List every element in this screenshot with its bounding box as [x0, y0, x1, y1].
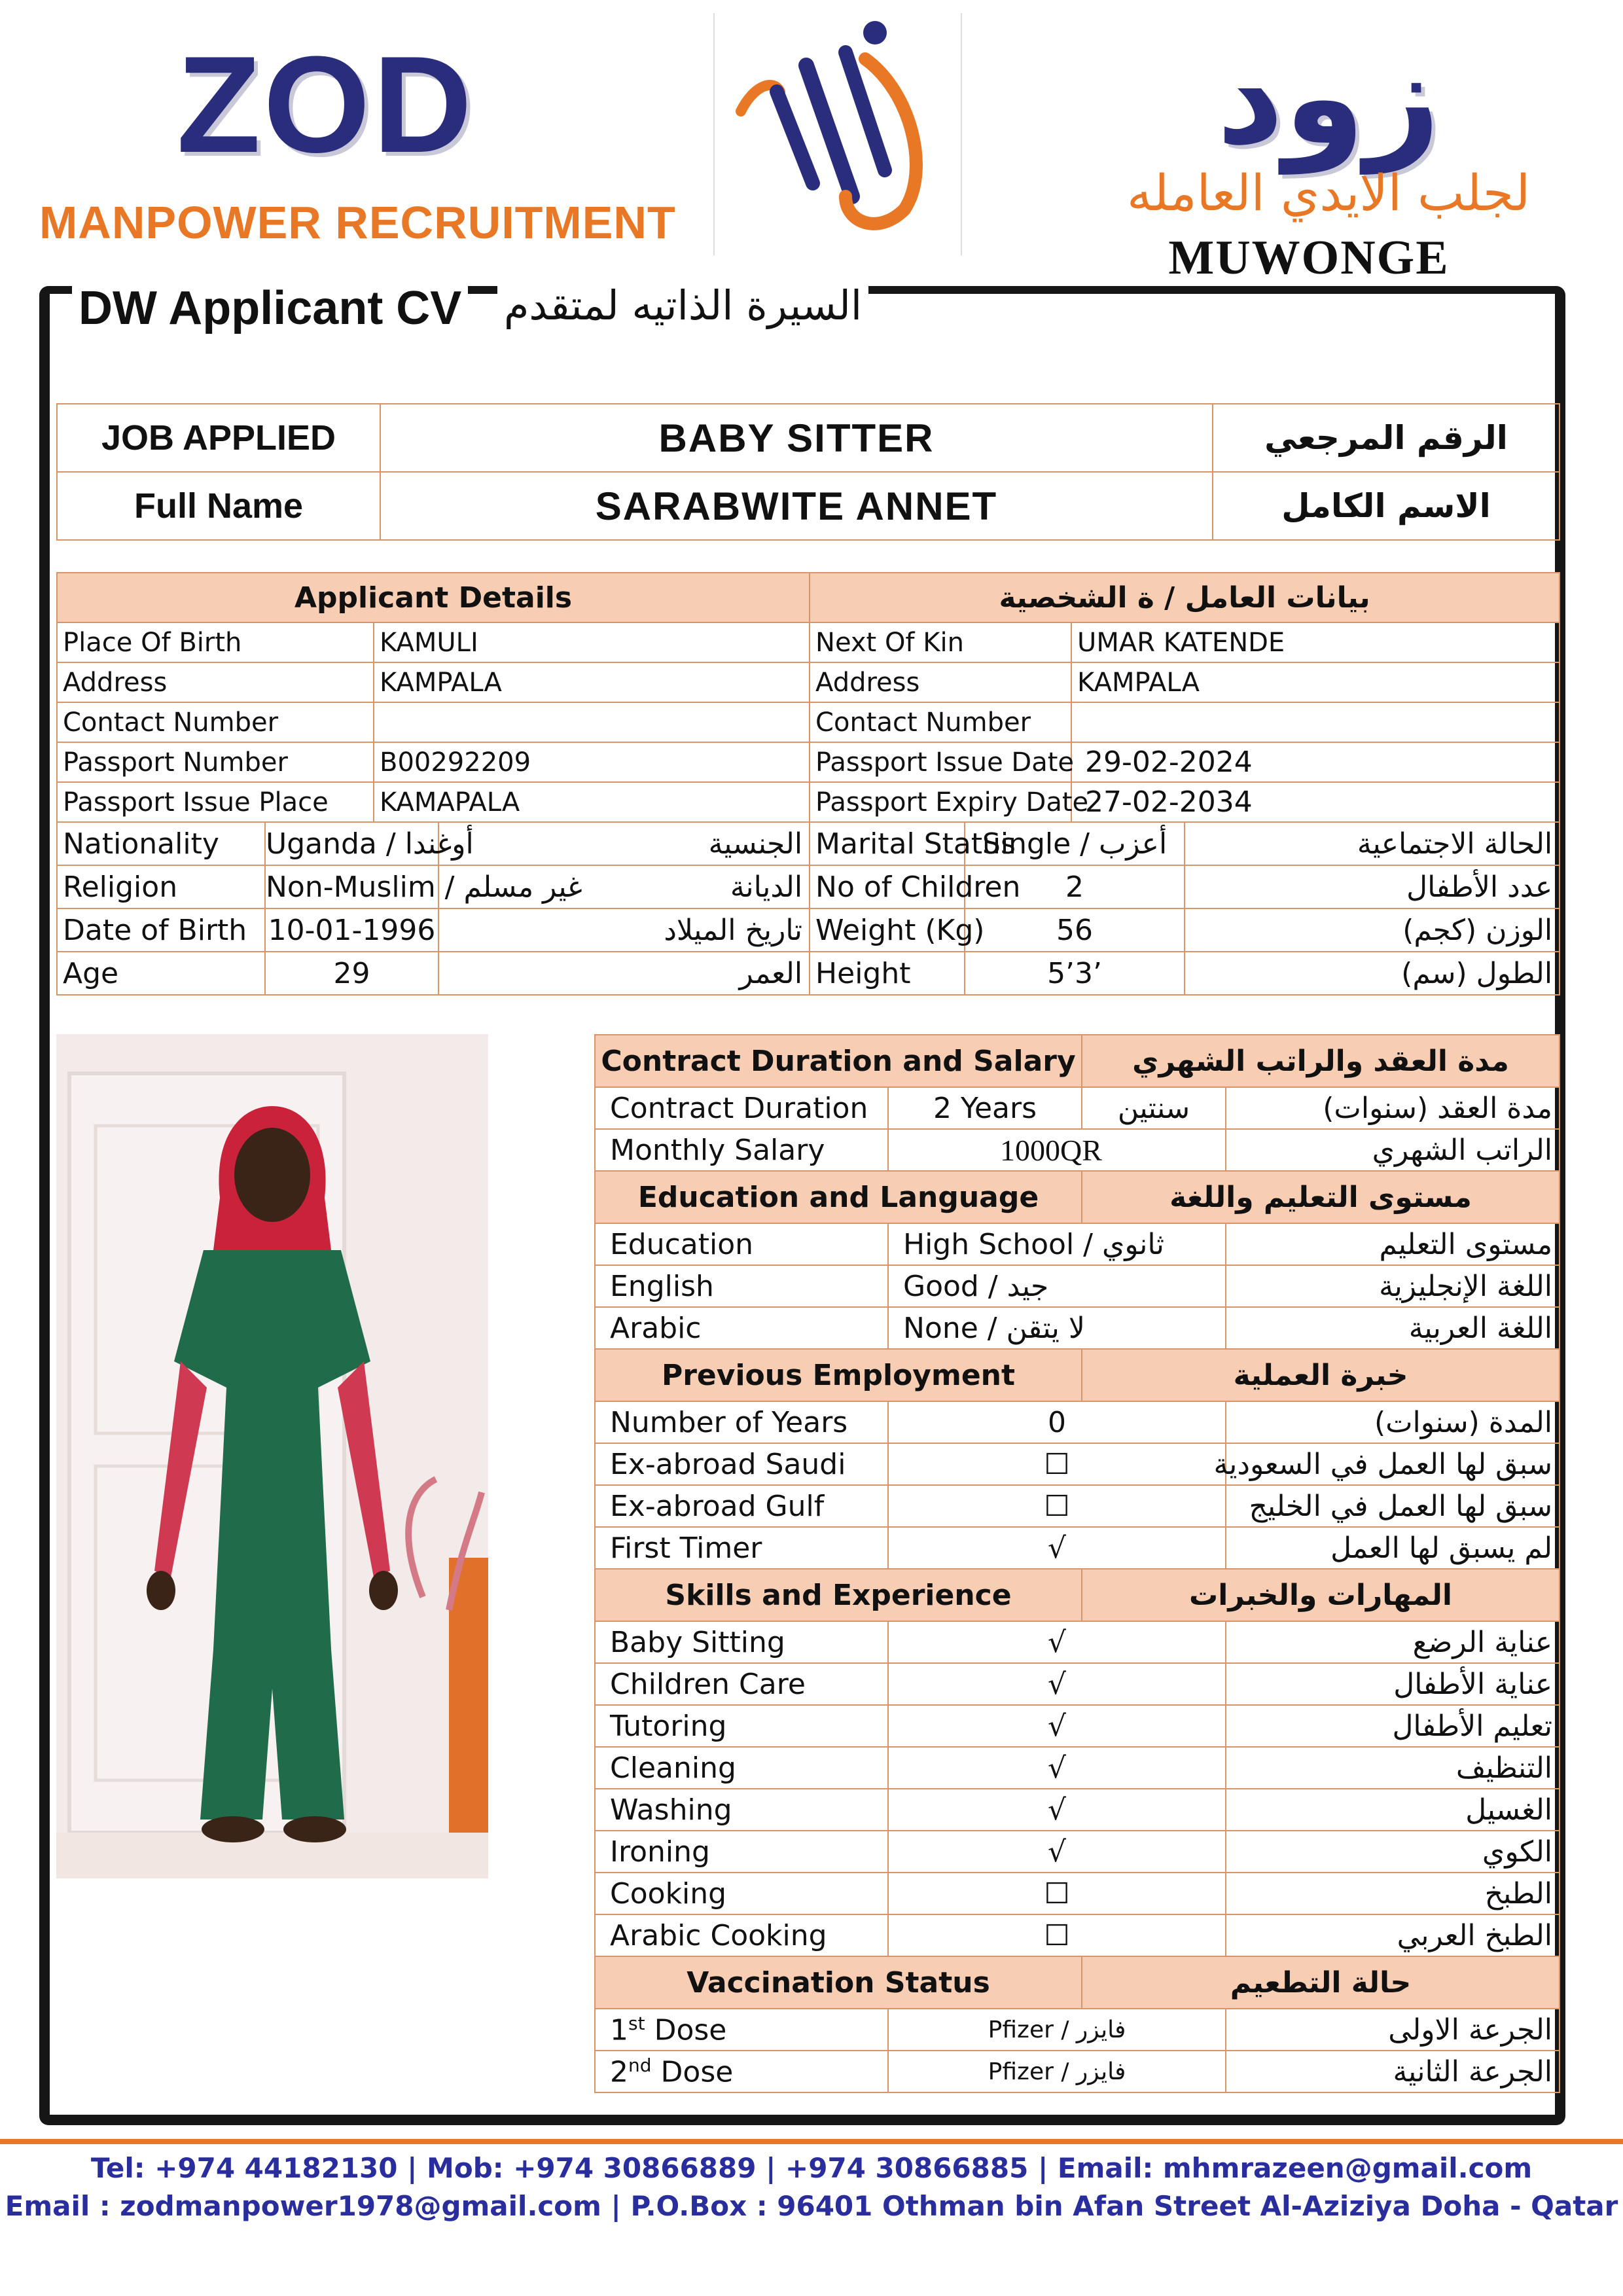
- cv-title: DW Applicant CV: [72, 281, 468, 335]
- table-row: [57, 822, 1560, 865]
- table-row: [57, 908, 1560, 952]
- weight-value: 56: [965, 908, 1185, 952]
- contact-label: Contact Number: [57, 702, 374, 742]
- nationality-label-arabic: الجنسية: [438, 822, 810, 865]
- table-row: [595, 1621, 1560, 1663]
- dose-suffix: nd: [628, 2054, 652, 2076]
- table-row: [57, 952, 1560, 995]
- branch-name: MUWONGE: [1168, 231, 1450, 285]
- education-section-header: Education and Language: [595, 1171, 1082, 1223]
- skills-section-header: Skills and Experience: [595, 1569, 1082, 1621]
- table-row: [595, 1265, 1560, 1307]
- skill-check: ☐: [888, 1873, 1226, 1914]
- skill-label: Washing: [595, 1789, 888, 1831]
- skill-label-arabic: الطبخ العربي: [1226, 1914, 1560, 1956]
- brand-block-arabic: [1080, 22, 1577, 222]
- employment-section-header-arabic: خبرة العملية: [1082, 1349, 1560, 1401]
- skill-label: Arabic Cooking: [595, 1914, 888, 1956]
- nationality-label: Nationality: [57, 822, 265, 865]
- monthly-salary-label-arabic: الراتب الشهري: [1226, 1129, 1560, 1171]
- table-row: [595, 1485, 1560, 1527]
- education-label: Education: [595, 1223, 888, 1265]
- brand-block-english: [39, 27, 676, 249]
- table-row: [595, 1663, 1560, 1705]
- education-value: High School / ثانوي: [888, 1223, 1226, 1265]
- section-header-row: [595, 1171, 1560, 1223]
- ex-saudi-label: Ex-abroad Saudi: [595, 1443, 888, 1485]
- skill-label-arabic: الكوي: [1226, 1831, 1560, 1873]
- passport-issue-place-value: KAMAPALA: [374, 782, 810, 822]
- address-value: KAMPALA: [374, 662, 810, 702]
- table-row: [595, 1831, 1560, 1873]
- table-row: [595, 1789, 1560, 1831]
- contract-section-header: Contract Duration and Salary: [595, 1035, 1082, 1087]
- contract-duration-value-arabic: سنتين: [1082, 1087, 1226, 1129]
- children-value: 2: [965, 865, 1185, 908]
- years-value: 0: [888, 1401, 1226, 1443]
- table-row: [57, 622, 1560, 662]
- religion-label: Religion: [57, 865, 265, 908]
- section-header-row: [595, 1349, 1560, 1401]
- skill-label-arabic: عناية الرضع: [1226, 1621, 1560, 1663]
- brand-name: ZOD: [177, 27, 475, 181]
- vaccination-section-header-arabic: حالة التطعيم: [1082, 1956, 1560, 2009]
- skill-check: √: [888, 1789, 1226, 1831]
- nationality-value: Uganda / أوغندا: [265, 822, 438, 865]
- passport-issue-date-value: 29-02-2024: [1071, 742, 1560, 782]
- dose-word: Dose: [651, 2055, 734, 2089]
- passport-expiry-value: 27-02-2034: [1071, 782, 1560, 822]
- kin-contact-label: Contact Number: [810, 702, 1071, 742]
- dose-word: Dose: [645, 2013, 727, 2047]
- second-dose-value: Pfizer / فايزر: [888, 2051, 1226, 2092]
- contract-duration-label-arabic: مدة العقد (سنوات): [1226, 1087, 1560, 1129]
- applicant-photo: [56, 1034, 488, 1878]
- reference-label-arabic: الرقم المرجعي: [1213, 404, 1560, 472]
- table-row: [595, 1443, 1560, 1485]
- kin-contact-value: [1071, 702, 1560, 742]
- job-table: [56, 403, 1560, 541]
- children-label: No of Children: [810, 865, 965, 908]
- table-row: [57, 782, 1560, 822]
- skill-label: Cleaning: [595, 1747, 888, 1789]
- height-value: 5’3’: [965, 952, 1185, 995]
- age-value: 29: [265, 952, 438, 995]
- zod-figure-logo: [713, 13, 962, 255]
- first-dose-label: [595, 2009, 888, 2051]
- english-label: English: [595, 1265, 888, 1307]
- children-label-arabic: عدد الأطفال: [1185, 865, 1560, 908]
- height-label-arabic: الطول (سم): [1185, 952, 1560, 995]
- english-label-arabic: اللغة الإنجليزية: [1226, 1265, 1560, 1307]
- table-row: [595, 1747, 1560, 1789]
- ex-saudi-checkbox: ☐: [888, 1443, 1226, 1485]
- applicant-details-header: Applicant Details: [57, 573, 810, 622]
- contact-value: [374, 702, 810, 742]
- first-timer-label-arabic: لم يسبق لها العمل: [1226, 1527, 1560, 1569]
- second-dose-label-arabic: الجرعة الثانية: [1226, 2051, 1560, 2092]
- height-label: Height: [810, 952, 965, 995]
- applicant-details-table: [56, 572, 1560, 996]
- table-row: [595, 2009, 1560, 2051]
- footer-divider: [0, 2139, 1623, 2144]
- skill-label-arabic: تعليم الأطفال: [1226, 1705, 1560, 1747]
- footer-line-2: Email : zodmanpower1978@gmail.com | P.O.Box : 96401 Othman bin Afan Street Al-Aziziya Doha - Qatar: [5, 2190, 1618, 2222]
- table-row: [595, 1705, 1560, 1747]
- applicant-details-header-arabic: بيانات العامل / ة الشخصية: [810, 573, 1560, 622]
- place-of-birth-value: KAMULI: [374, 622, 810, 662]
- full-name-label-arabic: الاسم الكامل: [1213, 472, 1560, 540]
- contract-duration-value: 2 Years: [888, 1087, 1082, 1129]
- arabic-label-arabic: اللغة العربية: [1226, 1307, 1560, 1349]
- place-of-birth-label: Place Of Birth: [57, 622, 374, 662]
- education-section-header-arabic: مستوى التعليم واللغة: [1082, 1171, 1560, 1223]
- section-header-row: [595, 1569, 1560, 1621]
- years-label-arabic: المدة (سنوات): [1226, 1401, 1560, 1443]
- dose-number: 2: [610, 2055, 628, 2089]
- skill-label-arabic: الطبخ: [1226, 1873, 1560, 1914]
- first-timer-label: First Timer: [595, 1527, 888, 1569]
- table-row: [595, 1873, 1560, 1914]
- skill-label: Tutoring: [595, 1705, 888, 1747]
- job-row: [57, 404, 1560, 472]
- footer-contact: [0, 2149, 1623, 2225]
- education-label-arabic: مستوى التعليم: [1226, 1223, 1560, 1265]
- skill-check: ☐: [888, 1914, 1226, 1956]
- passport-expiry-label: Passport Expiry Date: [810, 782, 1071, 822]
- table-row: [595, 1527, 1560, 1569]
- marital-status-label: Marital Status: [810, 822, 965, 865]
- weight-label: Weight (Kg): [810, 908, 965, 952]
- ex-saudi-label-arabic: سبق لها العمل في السعودية: [1226, 1443, 1560, 1485]
- english-value: Good / جيد: [888, 1265, 1226, 1307]
- ex-gulf-checkbox: ☐: [888, 1485, 1226, 1527]
- marital-status-value: Single / أعزب: [965, 822, 1185, 865]
- full-name-label: Full Name: [57, 472, 380, 540]
- dose-suffix: st: [628, 2012, 645, 2034]
- first-timer-check: √: [888, 1527, 1226, 1569]
- section-header-row: [595, 1956, 1560, 2009]
- next-of-kin-value: UMAR KATENDE: [1071, 622, 1560, 662]
- age-label: Age: [57, 952, 265, 995]
- section-header-row: [595, 1035, 1560, 1087]
- name-row: [57, 472, 1560, 540]
- ex-gulf-label: Ex-abroad Gulf: [595, 1485, 888, 1527]
- passport-issue-date-label: Passport Issue Date: [810, 742, 1071, 782]
- table-row: [57, 702, 1560, 742]
- kin-address-value: KAMPALA: [1071, 662, 1560, 702]
- dose-number: 1: [610, 2013, 628, 2047]
- table-row: [57, 742, 1560, 782]
- monthly-salary-label: Monthly Salary: [595, 1129, 888, 1171]
- contract-section-header-arabic: مدة العقد والراتب الشهري: [1082, 1035, 1560, 1087]
- table-row: [595, 1307, 1560, 1349]
- age-label-arabic: العمر: [438, 952, 810, 995]
- next-of-kin-label: Next Of Kin: [810, 622, 1071, 662]
- first-dose-value: Pfizer / فايزر: [888, 2009, 1226, 2051]
- skill-label: Cooking: [595, 1873, 888, 1914]
- dob-label: Date of Birth: [57, 908, 265, 952]
- passport-number-value: B00292209: [374, 742, 810, 782]
- religion-label-arabic: الديانة: [438, 865, 810, 908]
- job-applied-label: JOB APPLIED: [57, 404, 380, 472]
- passport-number-label: Passport Number: [57, 742, 374, 782]
- skill-label-arabic: الغسيل: [1226, 1789, 1560, 1831]
- marital-status-label-arabic: الحالة الاجتماعية: [1185, 822, 1560, 865]
- skill-label: Children Care: [595, 1663, 888, 1705]
- footer-line-1: Tel: +974 44182130 | Mob: +974 30866889 | +974 30866885 | Email: mhmrazeen@gmail.com: [90, 2152, 1533, 2184]
- contract-skills-table: [594, 1034, 1560, 2093]
- table-row: [595, 1914, 1560, 1956]
- brand-tagline: MANPOWER RECRUITMENT: [39, 197, 676, 248]
- vaccination-section-header: Vaccination Status: [595, 1956, 1082, 2009]
- skill-check: √: [888, 1747, 1226, 1789]
- religion-value: Non-Muslim / غير مسلم: [265, 865, 438, 908]
- second-dose-label: [595, 2051, 888, 2092]
- table-row: [57, 662, 1560, 702]
- monthly-salary-value: 1000QR: [888, 1129, 1226, 1171]
- table-row: [595, 2051, 1560, 2092]
- skill-check: √: [888, 1621, 1226, 1663]
- years-label: Number of Years: [595, 1401, 888, 1443]
- cv-title-arabic: السيرة الذاتيه لمتقدم: [497, 281, 868, 329]
- applicant-header-row: [57, 573, 1560, 622]
- job-applied-value: BABY SITTER: [380, 404, 1213, 472]
- skill-check: √: [888, 1663, 1226, 1705]
- weight-label-arabic: الوزن (كجم): [1185, 908, 1560, 952]
- dob-label-arabic: تاريخ الميلاد: [438, 908, 810, 952]
- skill-check: √: [888, 1831, 1226, 1873]
- kin-address-label: Address: [810, 662, 1071, 702]
- table-row: [57, 865, 1560, 908]
- skill-label-arabic: عناية الأطفال: [1226, 1663, 1560, 1705]
- skill-label: Baby Sitting: [595, 1621, 888, 1663]
- brand-name-arabic: زود: [1216, 22, 1441, 174]
- table-row: [595, 1223, 1560, 1265]
- address-label: Address: [57, 662, 374, 702]
- brand-tagline-arabic: لجلب الايدي العامله: [1126, 164, 1530, 222]
- passport-issue-place-label: Passport Issue Place: [57, 782, 374, 822]
- arabic-label: Arabic: [595, 1307, 888, 1349]
- ex-gulf-label-arabic: سبق لها العمل في الخليج: [1226, 1485, 1560, 1527]
- table-row: [595, 1129, 1560, 1171]
- skill-label: Ironing: [595, 1831, 888, 1873]
- arabic-value: None / لا يتقن: [888, 1307, 1226, 1349]
- skill-label-arabic: التنظيف: [1226, 1747, 1560, 1789]
- table-row: [595, 1087, 1560, 1129]
- skill-check: √: [888, 1705, 1226, 1747]
- employment-section-header: Previous Employment: [595, 1349, 1082, 1401]
- skills-section-header-arabic: المهارات والخبرات: [1082, 1569, 1560, 1621]
- contract-duration-label: Contract Duration: [595, 1087, 888, 1129]
- first-dose-label-arabic: الجرعة الاولى: [1226, 2009, 1560, 2051]
- full-name-value: SARABWITE ANNET: [380, 472, 1213, 540]
- dob-value: 10-01-1996: [265, 908, 438, 952]
- table-row: [595, 1401, 1560, 1443]
